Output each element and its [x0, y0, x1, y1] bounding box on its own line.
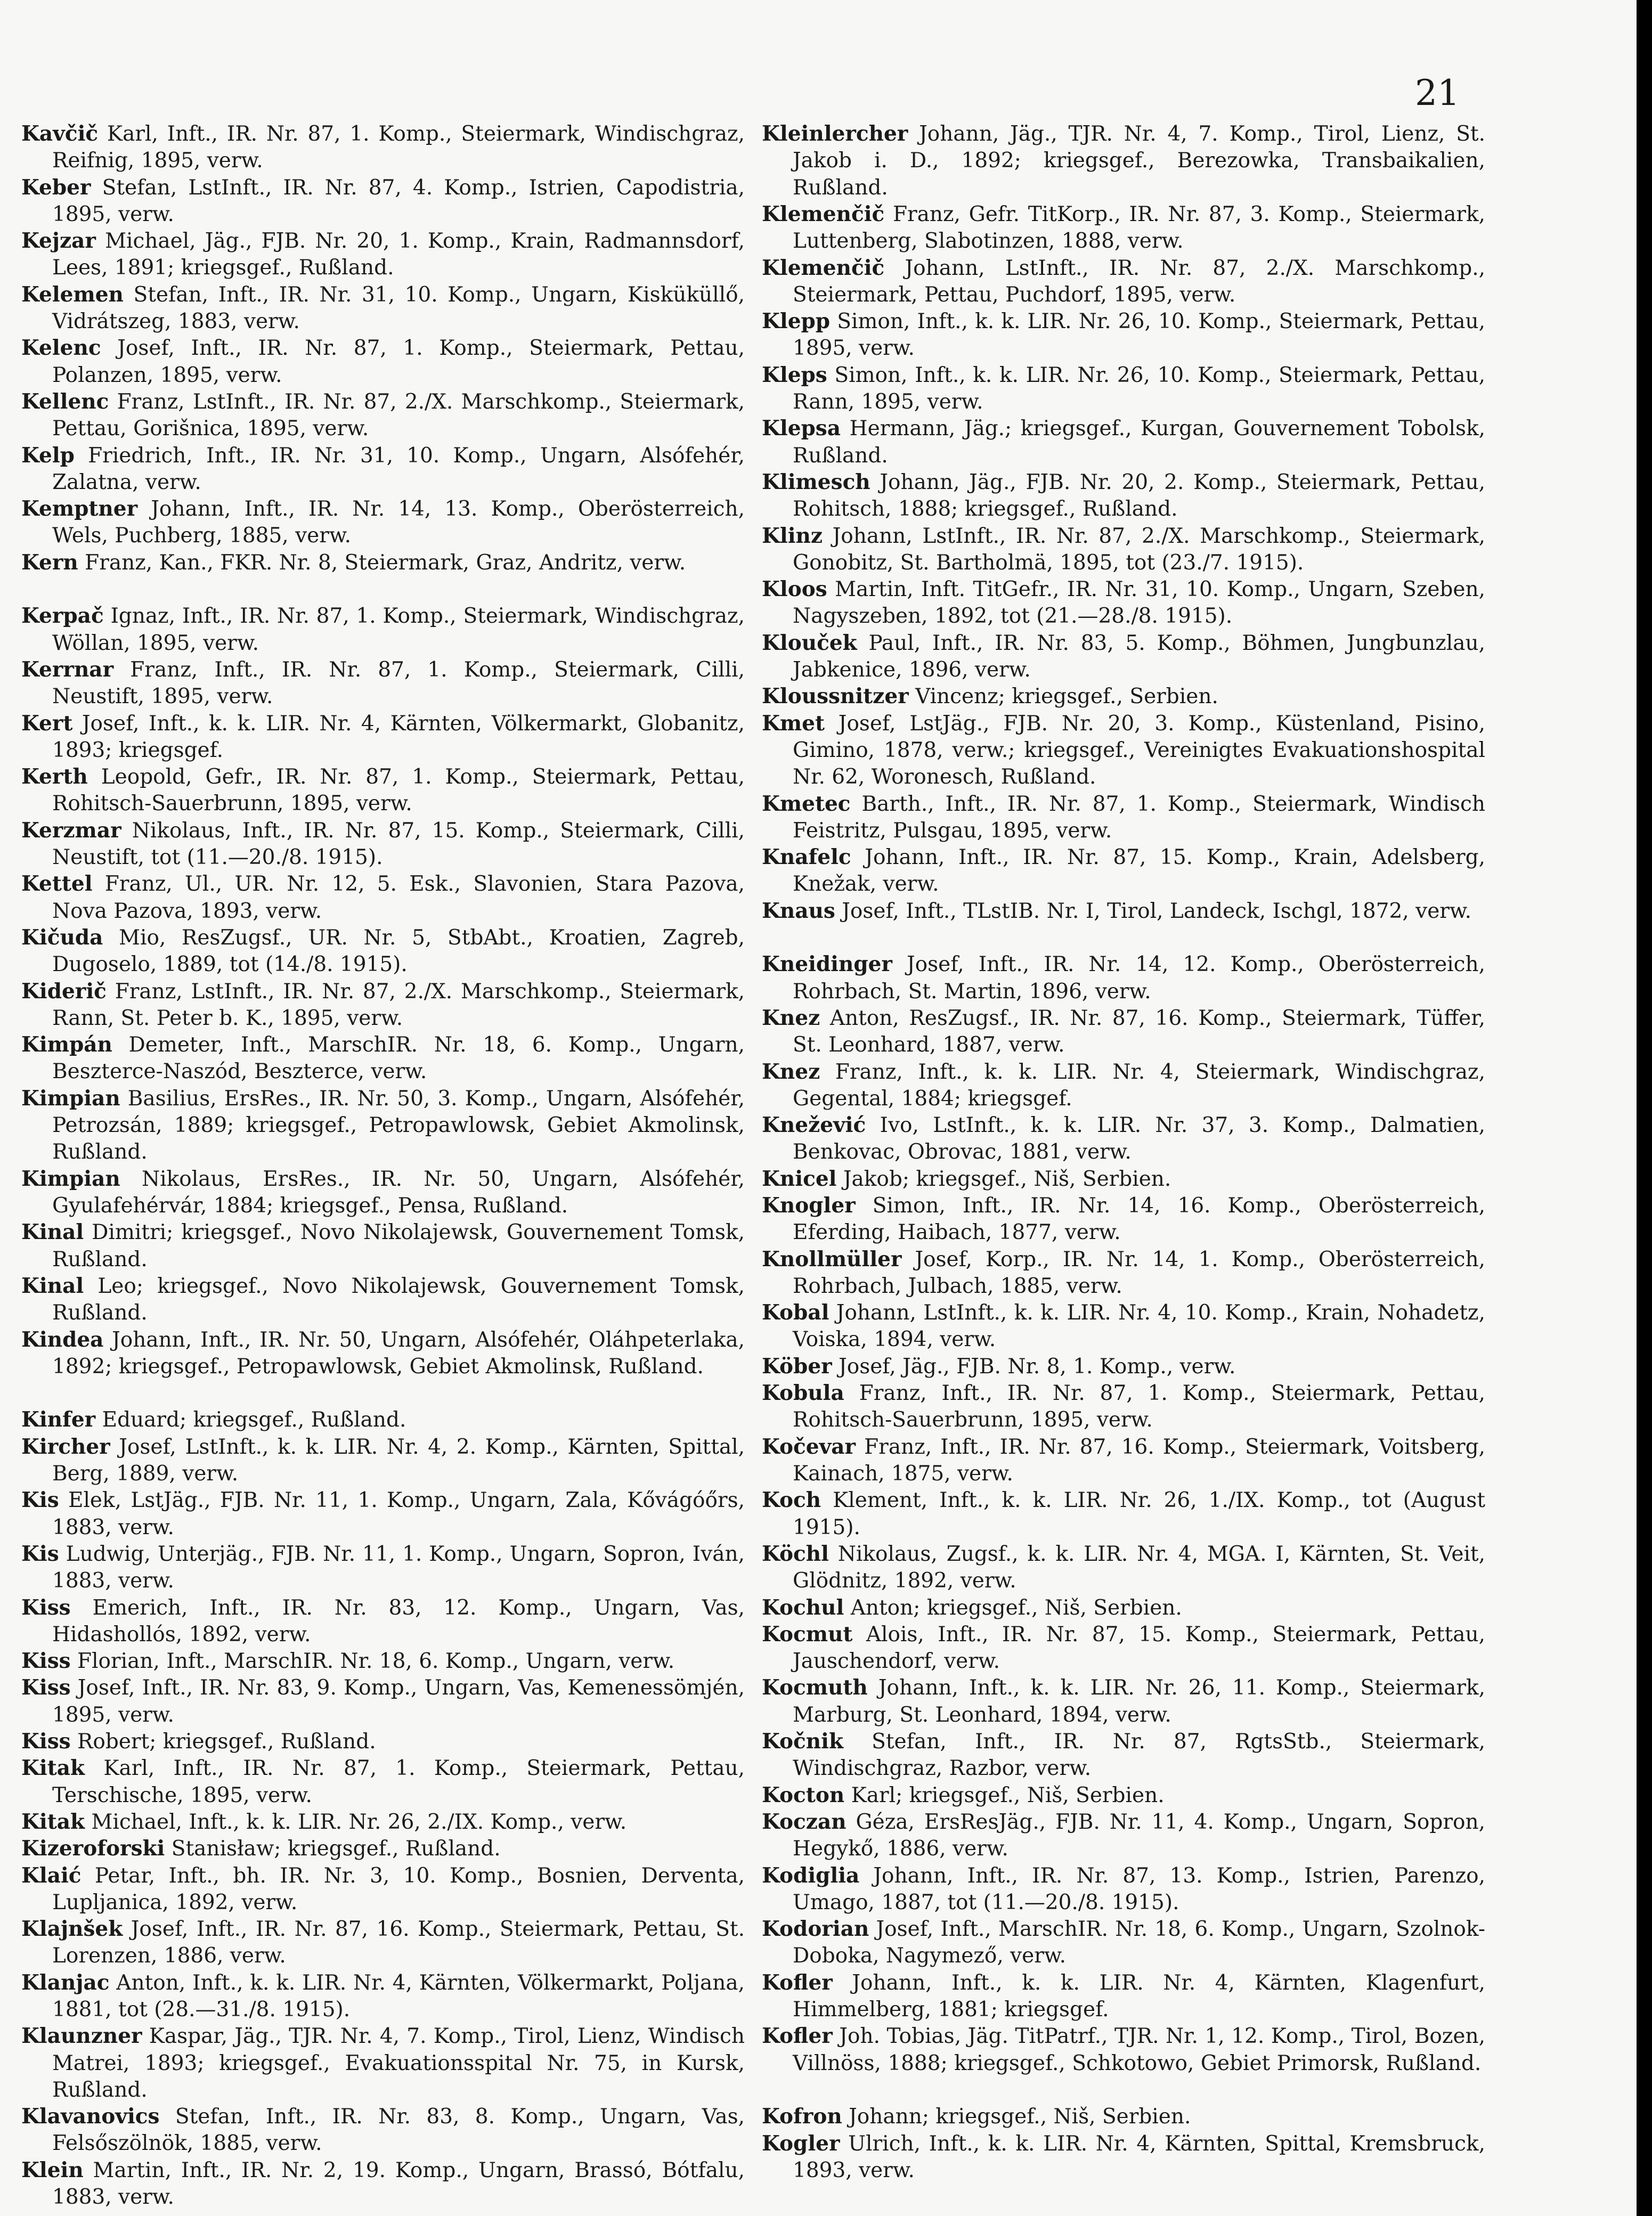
- entry-surname: Kellenc: [21, 389, 109, 414]
- entry-surname: Kiss: [21, 1649, 71, 1674]
- entry-details: Franz, Inft., k. k. LIR. Nr. 4, Steiermark, Windischgraz, Gegental, 1884; kriegsgef.: [793, 1060, 1485, 1111]
- entry-details: Johann, Inft., k. k. LIR. Nr. 26, 11. Komp., Steiermark, Marburg, St. Leonhard, 1894, verw.: [793, 1676, 1485, 1727]
- list-item: [762, 951, 1485, 1005]
- entry-details: Simon, Inft., k. k. LIR. Nr. 26, 10. Komp., Steiermark, Pettau, 1895, verw.: [793, 309, 1485, 361]
- entry-details: Johann, Inft., k. k. LIR. Nr. 4, Kärnten, Klagenfurt, Himmelberg, 1881; kriegsgef.: [793, 1970, 1485, 2022]
- list-item: [762, 1808, 1485, 1863]
- entry-details: Josef, Inft., IR. Nr. 87, 1. Komp., Steiermark, Pettau, Polanzen, 1895, verw.: [52, 336, 745, 387]
- entry-surname: Kočevar: [762, 1434, 856, 1459]
- entry-details: Josef, Inft., k. k. LIR. Nr. 4, Kärnten, Völkermarkt, Globanitz, 1893; kriegsgef.: [52, 711, 745, 762]
- list-item: [21, 1755, 745, 1809]
- entry-details: Géza, ErsResJäg., FJB. Nr. 11, 4. Komp., Ungarn, Sopron, Hegykő, 1886, verw.: [793, 1810, 1485, 1861]
- entry-details: Josef, Inft., TLstIB. Nr. I, Tirol, Landeck, Ischgl, 1872, verw.: [835, 899, 1472, 923]
- entry-surname: Klaunzner: [21, 2024, 142, 2049]
- entry-details: Johann, Inft., IR. Nr. 87, 13. Komp., Istrien, Parenzo, Umago, 1887, tot (11.—20./8. 1915).: [793, 1863, 1485, 1914]
- entry-surname: Kircher: [21, 1434, 110, 1459]
- entry-details: Simon, Inft., k. k. LIR. Nr. 26, 10. Komp., Steiermark, Pettau, Rann, 1895, verw.: [793, 363, 1485, 414]
- list-item: [21, 1031, 745, 1086]
- entry-surname: Klavanovics: [21, 2104, 160, 2129]
- list-item: [21, 281, 745, 336]
- list-item: [762, 1487, 1485, 1541]
- entry-surname: Kelemen: [21, 282, 124, 307]
- entry-surname: Kettel: [21, 871, 93, 897]
- entry-details: Nikolaus, ErsRes., IR. Nr. 50, Ungarn, Alsófehér, Gyulafehérvár, 1884; kriegsgef., Pensa, Rußland.: [52, 1167, 745, 1218]
- list-item: [21, 602, 745, 657]
- list-item: [21, 227, 745, 282]
- list-item: [21, 1085, 745, 1166]
- list-item: [762, 1728, 1485, 1782]
- entry-details: Josef, LstInft., k. k. LIR. Nr. 4, 2. Komp., Kärnten, Spittal, Berg, 1889, verw.: [52, 1435, 745, 1486]
- entry-surname: Kičuda: [21, 925, 103, 950]
- list-item: [762, 683, 1485, 710]
- list-item: [21, 1487, 745, 1541]
- list-item: [21, 1862, 745, 1917]
- list-item: [21, 1594, 745, 1649]
- list-item: [762, 1166, 1485, 1193]
- entry-details: Robert; kriegsgef., Rußland.: [70, 1730, 376, 1754]
- entry-details: Simon, Inft., IR. Nr. 14, 16. Komp., Oberösterreich, Eferding, Haibach, 1877, verw.: [793, 1194, 1485, 1245]
- entry-surname: Kmetec: [762, 791, 851, 816]
- entry-details: Michael, Jäg., FJB. Nr. 20, 1. Komp., Krain, Radmannsdorf, Lees, 1891; kriegsgef., Rußland.: [52, 229, 745, 280]
- list-item: [762, 120, 1485, 201]
- list-item: [762, 1299, 1485, 1354]
- entry-surname: Klaić: [21, 1863, 82, 1888]
- entry-surname: Kobal: [762, 1300, 829, 1325]
- entry-surname: Kodiglia: [762, 1863, 860, 1888]
- list-item: [21, 1808, 745, 1836]
- list-item: [21, 1406, 745, 1433]
- entry-details: Karl, Inft., IR. Nr. 87, 1. Komp., Steiermark, Windischgraz, Reifnig, 1895, verw.: [52, 122, 745, 173]
- entry-details: Ludwig, Unterjäg., FJB. Nr. 11, 1. Komp., Ungarn, Sopron, Iván, 1883, verw.: [52, 1542, 745, 1593]
- entry-surname: Kert: [21, 711, 73, 736]
- entry-details: Josef, Inft., MarschIR. Nr. 18, 6. Komp., Ungarn, Szolnok-Doboka, Nagymező, verw.: [793, 1917, 1485, 1968]
- list-item: [762, 1916, 1485, 1970]
- list-item: [21, 335, 745, 389]
- entry-surname: Köber: [762, 1354, 832, 1379]
- entry-surname: Klajnšek: [21, 1917, 123, 1942]
- entry-surname: Knaus: [762, 898, 835, 923]
- list-item: [21, 1835, 745, 1862]
- entry-surname: Kofron: [762, 2104, 842, 2129]
- entry-surname: Koch: [762, 1488, 821, 1513]
- entry-details: Vincenz; kriegsgef., Serbien.: [908, 685, 1218, 709]
- entry-surname: Kiderič: [21, 979, 107, 1004]
- entry-details: Johann, Inft., IR. Nr. 50, Ungarn, Alsófehér, Oláhpeterlaka, 1892; kriegsgef., Petropawlowsk, Gebiet Akmolinsk, Rußland.: [52, 1327, 745, 1379]
- entry-details: Ulrich, Inft., k. k. LIR. Nr. 4, Kärnten, Spittal, Kremsbruck, 1893, verw.: [793, 2131, 1485, 2182]
- entry-surname: Kinfer: [21, 1407, 96, 1432]
- entry-surname: Kizeroforski: [21, 1836, 165, 1861]
- entry-surname: Kogler: [762, 2131, 840, 2156]
- entry-surname: Kern: [21, 550, 78, 575]
- list-item: [21, 1273, 745, 1327]
- entry-surname: Kneidinger: [762, 952, 892, 977]
- list-item: [762, 1380, 1485, 1434]
- entry-surname: Klouček: [762, 630, 857, 655]
- entry-surname: Kitak: [21, 1756, 85, 1781]
- list-item: [21, 1728, 745, 1755]
- entry-surname: Kimpán: [21, 1032, 112, 1057]
- entry-details: Stefan, Inft., IR. Nr. 31, 10. Komp., Ungarn, Kisküküllő, Vidrátszeg, 1883, verw.: [52, 282, 745, 334]
- list-item: [762, 791, 1485, 845]
- entry-details: Florian, Inft., MarschIR. Nr. 18, 6. Komp., Ungarn, verw.: [70, 1649, 675, 1674]
- entry-surname: Kimpian: [21, 1086, 120, 1111]
- entry-surname: Kerrnar: [21, 657, 114, 682]
- entry-surname: Kerth: [21, 764, 88, 789]
- list-item: [762, 362, 1485, 416]
- entry-details: Basilius, ErsRes., IR. Nr. 50, 3. Komp., Ungarn, Alsófehér, Petrozsán, 1889; kriegsgef., Petropawlowsk, Gebiet Akmolinsk, Rußland.: [52, 1086, 745, 1164]
- entry-surname: Klimesch: [762, 469, 870, 494]
- entry-details: Friedrich, Inft., IR. Nr. 31, 10. Komp., Ungarn, Alsófehér, Zalatna, verw.: [52, 443, 745, 494]
- entry-details: Nikolaus, Zugsf., k. k. LIR. Nr. 4, MGA. I, Kärnten, St. Veit, Glödnitz, 1892, verw.: [793, 1542, 1485, 1593]
- list-item: [762, 1112, 1485, 1166]
- entry-surname: Klepsa: [762, 416, 841, 441]
- list-item: [21, 388, 745, 443]
- entry-details: Leo; kriegsgef., Novo Nikolajewsk, Gouvernement Tomsk, Rußland.: [52, 1274, 745, 1325]
- entry-surname: Kelp: [21, 443, 75, 468]
- list-item: [762, 1862, 1485, 1917]
- entry-details: Franz, Ul., UR. Nr. 12, 5. Esk., Slavonien, Stara Pazova, Nova Pazova, 1893, verw.: [52, 872, 745, 923]
- entry-surname: Knez: [762, 1005, 820, 1030]
- entry-surname: Knollmüller: [762, 1246, 902, 1272]
- entry-surname: Kocton: [762, 1782, 845, 1807]
- entry-details: Martin, Inft., IR. Nr. 2, 19. Komp., Ungarn, Brassó, Bótfalu, 1883, verw.: [52, 2158, 745, 2210]
- entry-details: Ignaz, Inft., IR. Nr. 87, 1. Komp., Steiermark, Windischgraz, Wöllan, 1895, verw.: [52, 604, 745, 655]
- entry-details: Stefan, LstInft., IR. Nr. 87, 4. Komp., Istrien, Capodistria, 1895, verw.: [52, 175, 745, 226]
- entry-details: Johann, Jäg., FJB. Nr. 20, 2. Komp., Steiermark, Pettau, Rohitsch, 1888; kriegsgef., Rußland.: [793, 470, 1485, 522]
- entry-details: Stefan, Inft., IR. Nr. 83, 8. Komp., Ungarn, Vas, Felsőszölnök, 1885, verw.: [52, 2105, 745, 2156]
- entry-details: Franz, Inft., IR. Nr. 87, 1. Komp., Steiermark, Pettau, Rohitsch-Sauerbrunn, 1895, verw.: [793, 1381, 1485, 1432]
- entry-surname: Knez: [762, 1059, 820, 1084]
- entry-details: Franz, Inft., IR. Nr. 87, 1. Komp., Steiermark, Cilli, Neustift, 1895, verw.: [52, 658, 745, 709]
- list-item: [762, 898, 1485, 925]
- list-item: [762, 1782, 1485, 1809]
- list-item: [21, 120, 745, 175]
- entry-surname: Kodorian: [762, 1917, 869, 1942]
- entry-surname: Kinal: [21, 1220, 84, 1245]
- list-item: [21, 1648, 745, 1675]
- entry-details: Franz, LstInft., IR. Nr. 87, 2./X. Marschkomp., Steiermark, Rann, St. Peter b. K., 1895, verw.: [52, 979, 745, 1030]
- list-item: [762, 2130, 1485, 2185]
- entry-surname: Kocmut: [762, 1622, 853, 1647]
- entry-surname: Kejzar: [21, 229, 96, 254]
- entry-surname: Klanjac: [21, 1970, 110, 1995]
- entry-surname: Klepp: [762, 309, 831, 334]
- list-item: [762, 1621, 1485, 1675]
- entry-surname: Kimpian: [21, 1166, 120, 1191]
- entry-surname: Knežević: [762, 1113, 866, 1138]
- entry-surname: Kindea: [21, 1327, 104, 1352]
- entry-surname: Köchl: [762, 1541, 829, 1566]
- list-item: [762, 844, 1485, 898]
- list-item: [21, 710, 745, 764]
- entry-details: Josef, Jäg., FJB. Nr. 8, 1. Komp., verw.: [832, 1354, 1236, 1379]
- list-item: [21, 2103, 745, 2157]
- entry-details: Nikolaus, Inft., IR. Nr. 87, 15. Komp., Steiermark, Cilli, Neustift, tot (11.—20./8. 1915).: [52, 818, 745, 870]
- entry-details: Elek, LstJäg., FJB. Nr. 11, 1. Komp., Ungarn, Zala, Kővágóőrs, 1883, verw.: [52, 1488, 745, 1539]
- entry-details: Michael, Inft., k. k. LIR. Nr. 26, 2./IX. Komp., verw.: [85, 1810, 627, 1834]
- entry-surname: Kis: [21, 1541, 59, 1566]
- entry-details: Josef, Inft., IR. Nr. 87, 16. Komp., Steiermark, Pettau, St. Lorenzen, 1886, verw.: [52, 1917, 745, 1968]
- entry-details: Paul, Inft., IR. Nr. 83, 5. Komp., Böhmen, Jungbunzlau, Jabkenice, 1896, verw.: [793, 631, 1485, 682]
- entry-details: Martin, Inft. TitGefr., IR. Nr. 31, 10. Komp., Ungarn, Szeben, Nagyszeben, 1892, tot (21.—28./8. 1915).: [793, 577, 1485, 629]
- list-item: [762, 255, 1485, 309]
- entry-details: Barth., Inft., IR. Nr. 87, 1. Komp., Steiermark, Windisch Feistritz, Pulsgau, 1895, verw.: [793, 792, 1485, 843]
- list-item: [762, 1969, 1485, 2024]
- entry-surname: Knicel: [762, 1166, 837, 1191]
- list-item: [21, 870, 745, 925]
- list-item: [762, 1353, 1485, 1380]
- list-item: [21, 495, 745, 550]
- entry-details: Johann, Inft., IR. Nr. 87, 15. Komp., Krain, Adelsberg, Knežak, verw.: [793, 845, 1485, 897]
- entry-surname: Kiss: [21, 1595, 71, 1620]
- list-item: [21, 763, 745, 818]
- entry-details: Dimitri; kriegsgef., Novo Nikolajewsk, Gouvernement Tomsk, Rußland.: [52, 1220, 745, 1272]
- entry-details: Leopold, Gefr., IR. Nr. 87, 1. Komp., Steiermark, Pettau, Rohitsch-Sauerbrunn, 1895, verw.: [52, 765, 745, 816]
- page-number: 21: [1415, 72, 1460, 113]
- entry-details: Johann; kriegsgef., Niš, Serbien.: [842, 2105, 1191, 2129]
- entry-details: Eduard; kriegsgef., Rußland.: [95, 1408, 406, 1432]
- entry-details: Alois, Inft., IR. Nr. 87, 15. Komp., Steiermark, Pettau, Jauschendorf, verw.: [793, 1622, 1485, 1674]
- entry-details: Johann, Jäg., TJR. Nr. 4, 7. Komp., Tirol, Lienz, St. Jakob i. D., 1892; kriegsgef., Berezowka, Transbaikalien, Rußland.: [793, 122, 1485, 200]
- list-item: [21, 1969, 745, 2024]
- list-item: [21, 1166, 745, 1220]
- list-item: [762, 523, 1485, 577]
- list-item: [21, 1541, 745, 1595]
- entry-surname: Kinal: [21, 1273, 84, 1298]
- list-item: [21, 1326, 745, 1381]
- list-item: [21, 1433, 745, 1488]
- entry-details: Joh. Tobias, Jäg. TitPatrf., TJR. Nr. 1, 12. Komp., Tirol, Bozen, Villnöss, 1888; kriegsgef., Schkotowo, Gebiet Primorsk, Rußland.: [793, 2024, 1485, 2075]
- entry-surname: Klemenčič: [762, 201, 885, 226]
- list-item: [762, 1541, 1485, 1595]
- entry-surname: Kitak: [21, 1809, 85, 1834]
- list-item: [762, 1433, 1485, 1488]
- entry-details: Franz, Gefr. TitKorp., IR. Nr. 87, 3. Komp., Steiermark, Luttenberg, Slabotinzen, 1888, verw.: [793, 202, 1485, 254]
- entry-details: Josef, Inft., IR. Nr. 83, 9. Komp., Ungarn, Vas, Kemenessömjén, 1895, verw.: [52, 1676, 745, 1727]
- list-item: [21, 549, 745, 576]
- entry-details: Anton, ResZugsf., IR. Nr. 87, 16. Komp., Steiermark, Tüffer, St. Leonhard, 1887, verw.: [793, 1006, 1485, 1057]
- entry-details: Stanisław; kriegsgef., Rußland.: [165, 1837, 501, 1861]
- entry-details: Karl, Inft., IR. Nr. 87, 1. Komp., Steiermark, Pettau, Terschische, 1895, verw.: [52, 1756, 745, 1807]
- list-item: [21, 656, 745, 711]
- entry-surname: Keber: [21, 175, 91, 200]
- entry-details: Johann, Inft., IR. Nr. 14, 13. Komp., Oberösterreich, Wels, Puchberg, 1885, verw.: [52, 497, 745, 548]
- list-item: [762, 2103, 1485, 2130]
- list-item: [762, 576, 1485, 630]
- entry-surname: Kerpač: [21, 604, 104, 629]
- entry-details: Josef, Inft., IR. Nr. 14, 12. Komp., Oberösterreich, Rohrbach, St. Martin, 1896, verw.: [793, 952, 1485, 1004]
- list-item: [762, 415, 1485, 469]
- list-item: [21, 1916, 745, 1970]
- list-item: [21, 1674, 745, 1729]
- entry-surname: Kis: [21, 1488, 59, 1513]
- entry-details: Karl; kriegsgef., Niš, Serbien.: [844, 1783, 1165, 1807]
- entry-surname: Kleps: [762, 362, 827, 387]
- entry-details: Petar, Inft., bh. IR. Nr. 3, 10. Komp., Bosnien, Derventa, Lupljanica, 1892, verw.: [52, 1863, 745, 1914]
- list-item: [762, 308, 1485, 362]
- list-item: [762, 1058, 1485, 1113]
- entry-surname: Kloussnitzer: [762, 684, 909, 709]
- list-item: [21, 1219, 745, 1273]
- entry-details: Johann, LstInft., IR. Nr. 87, 2./X. Marschkomp., Steiermark, Gonobitz, St. Bartholmä, 1895, tot (23./7. 1915).: [793, 524, 1485, 575]
- entry-surname: Kmet: [762, 711, 825, 736]
- entry-details: Johann, LstInft., k. k. LIR. Nr. 4, 10. Komp., Krain, Nohadetz, Voiska, 1894, verw.: [793, 1301, 1485, 1352]
- list-item: [762, 2023, 1485, 2077]
- entry-details: Kaspar, Jäg., TJR. Nr. 4, 7. Komp., Tirol, Lienz, Windisch Matrei, 1893; kriegsgef., Evakuationsspital Nr. 75, in Kursk, Rußland.: [52, 2024, 745, 2102]
- entry-surname: Knafelc: [762, 845, 851, 870]
- list-item: [762, 1594, 1485, 1622]
- entry-surname: Kochul: [762, 1595, 844, 1620]
- entry-details: Emerich, Inft., IR. Nr. 83, 12. Komp., Ungarn, Vas, Hidashollós, 1892, verw.: [52, 1595, 745, 1647]
- list-item: [762, 469, 1485, 523]
- entry-details: Demeter, Inft., MarschIR. Nr. 18, 6. Komp., Ungarn, Beszterce-Naszód, Beszterce, verw.: [52, 1033, 745, 1084]
- entry-details: Ivo, LstInft., k. k. LIR. Nr. 37, 3. Komp., Dalmatien, Benkovac, Obrovac, 1881, verw.: [793, 1113, 1485, 1164]
- entry-details: Josef, LstJäg., FJB. Nr. 20, 3. Komp., Küstenland, Pisino, Gimino, 1878, verw.; kriegsgef., Vereinigtes Evakuationshospital Nr. 62, Woronesch, Rußland.: [793, 711, 1485, 789]
- entry-surname: Kiss: [21, 1675, 71, 1700]
- entry-surname: Knogler: [762, 1193, 856, 1218]
- entry-details: Josef, Korp., IR. Nr. 14, 1. Komp., Oberösterreich, Rohrbach, Julbach, 1885, verw.: [793, 1247, 1485, 1298]
- list-item: [762, 630, 1485, 684]
- entry-details: Franz, Inft., IR. Nr. 87, 16. Komp., Steiermark, Voitsberg, Kainach, 1875, verw.: [793, 1435, 1485, 1486]
- list-item: [762, 1674, 1485, 1729]
- entry-surname: Klemenčič: [762, 255, 885, 280]
- entry-surname: Klinz: [762, 523, 823, 548]
- list-item: [762, 201, 1485, 255]
- entry-surname: Kemptner: [21, 496, 138, 522]
- entry-surname: Kloos: [762, 577, 827, 602]
- entry-details: Hermann, Jäg.; kriegsgef., Kurgan, Gouvernement Tobolsk, Rußland.: [793, 417, 1485, 468]
- entry-surname: Kočnik: [762, 1729, 843, 1754]
- list-item: [21, 2023, 745, 2104]
- entry-details: Anton; kriegsgef., Niš, Serbien.: [844, 1595, 1182, 1620]
- entry-surname: Kobula: [762, 1381, 844, 1406]
- entry-surname: Kofler: [762, 2024, 833, 2049]
- list-item: [21, 174, 745, 229]
- list-item: [21, 924, 745, 979]
- entry-surname: Kleinlercher: [762, 121, 908, 146]
- entry-details: Jakob; kriegsgef., Niš, Serbien.: [836, 1167, 1171, 1191]
- entry-surname: Kelenc: [21, 336, 101, 361]
- entry-surname: Kocmuth: [762, 1675, 868, 1700]
- list-item: [762, 1005, 1485, 1059]
- entry-details: Stefan, Inft., IR. Nr. 87, RgtsStb., Steiermark, Windischgraz, Razbor, verw.: [793, 1730, 1485, 1781]
- entry-details: Franz, LstInft., IR. Nr. 87, 2./X. Marschkomp., Steiermark, Pettau, Gorišnica, 1895, verw.: [52, 390, 745, 441]
- entry-surname: Klein: [21, 2157, 84, 2182]
- list-item: [21, 817, 745, 871]
- entry-details: Anton, Inft., k. k. LIR. Nr. 4, Kärnten, Völkermarkt, Poljana, 1881, tot (28.—31./8. 1915).: [52, 1970, 745, 2022]
- entry-surname: Kavčič: [21, 121, 99, 146]
- entry-details: Franz, Kan., FKR. Nr. 8, Steiermark, Graz, Andritz, verw.: [78, 550, 686, 575]
- list-item: [21, 442, 745, 496]
- list-item: [21, 978, 745, 1032]
- entry-details: Mio, ResZugsf., UR. Nr. 5, StbAbt., Kroatien, Zagreb, Dugoselo, 1889, tot (14./8. 1915).: [52, 926, 745, 977]
- entry-details: Johann, LstInft., IR. Nr. 87, 2./X. Marschkomp., Steiermark, Pettau, Puchdorf, 1895, verw.: [793, 256, 1485, 307]
- list-item: [21, 2157, 745, 2211]
- entry-surname: Kerzmar: [21, 818, 121, 843]
- list-item: [762, 710, 1485, 791]
- entry-surname: Kiss: [21, 1729, 71, 1754]
- list-item: [762, 1192, 1485, 1246]
- entry-surname: Kofler: [762, 1970, 833, 1995]
- entry-details: Klement, Inft., k. k. LIR. Nr. 26, 1./IX. Komp., tot (August 1915).: [793, 1488, 1485, 1539]
- list-item: [762, 1246, 1485, 1300]
- entry-surname: Koczan: [762, 1809, 847, 1834]
